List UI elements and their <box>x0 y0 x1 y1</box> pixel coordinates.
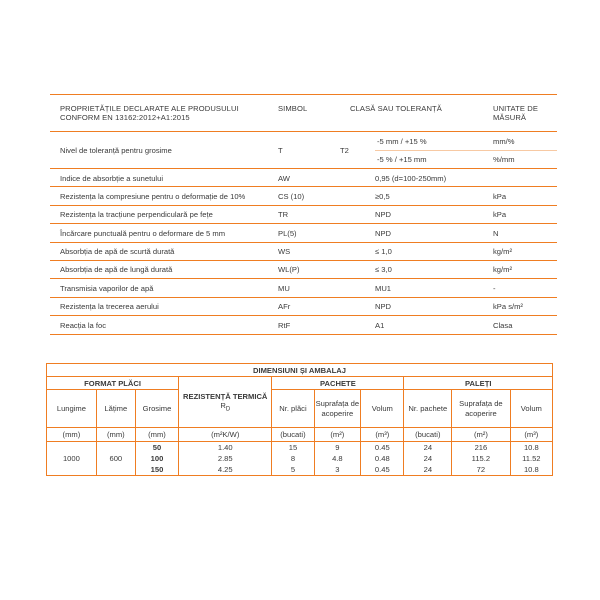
unit-thickness: (mm) <box>135 428 178 442</box>
property-unit: - <box>493 283 496 293</box>
pack-area-value: 4.8 <box>314 453 361 464</box>
property-value: ≤ 3,0 <box>375 265 392 275</box>
nr-packs-value: 24 <box>404 442 452 454</box>
property-value: NPD <box>375 210 392 220</box>
rd-value: 1.40 <box>179 442 272 454</box>
dimension-row <box>47 442 553 454</box>
property-unit: kg/m² <box>493 247 512 257</box>
unit-pallet-volume: (m³) <box>510 428 552 442</box>
subheader-length: Lungime <box>47 390 97 428</box>
property-value: NPD <box>375 228 392 238</box>
pallet-volume-value: 10.8 <box>510 464 552 476</box>
dimensions-packaging-table <box>46 363 553 476</box>
subheader-width: Lățime <box>96 390 135 428</box>
thickness-tolerance-2 <box>375 150 557 168</box>
unit-nr-packs: (bucati) <box>404 428 452 442</box>
pallet-area-value: 216 <box>452 442 511 454</box>
property-row <box>50 279 557 297</box>
nr-plates-value: 8 <box>272 453 314 464</box>
thickness-value: 50 <box>135 442 178 454</box>
property-symbol: WL(P) <box>278 265 300 275</box>
property-unit: N <box>493 228 499 238</box>
pack-area-value: 9 <box>314 442 361 454</box>
unit-pack-volume: (m³) <box>361 428 404 442</box>
property-row <box>50 187 557 205</box>
thickness-tolerance-1 <box>375 132 557 151</box>
header-unit: UNITATE DE MĂSURĂ <box>493 104 539 122</box>
property-row <box>50 298 557 316</box>
nr-packs-value: 24 <box>404 464 452 476</box>
subheader-nr-plates: Nr. plăci <box>272 390 314 428</box>
property-value: 0,95 (d=100-250mm) <box>375 173 447 183</box>
thermal-resistance-title: REZISTENȚĂ TERMICĂ <box>183 391 268 401</box>
property-unit: kPa <box>493 210 507 220</box>
property-value: NPD <box>375 302 392 312</box>
subheader-thickness: Grosime <box>135 390 178 428</box>
property-value: ≤ 1,0 <box>375 247 392 257</box>
property-row <box>50 243 557 261</box>
tolerance-unit-2: %/mm <box>493 154 515 164</box>
nr-plates-value: 5 <box>272 464 314 476</box>
thickness-class-code: T2 <box>340 146 349 155</box>
property-row <box>50 316 557 334</box>
unit-pack-area: (m²) <box>314 428 361 442</box>
property-label: Transmisia vaporilor de apă <box>60 283 154 293</box>
property-value: A1 <box>375 320 385 330</box>
thickness-value: 100 <box>135 453 178 464</box>
subheader-pallet-volume: Volum <box>510 390 552 428</box>
format-group-header: FORMAT PLĂCI <box>47 377 179 390</box>
property-unit: kPa <box>493 191 507 201</box>
property-symbol: AW <box>278 173 290 183</box>
pallet-volume-value: 11.52 <box>510 453 552 464</box>
property-value: MU1 <box>375 283 392 293</box>
pack-volume-value: 0.45 <box>361 464 404 476</box>
property-unit: kg/m² <box>493 265 512 275</box>
thickness-tolerance-row <box>50 132 557 169</box>
pallet-area-value: 72 <box>452 464 511 476</box>
thermal-resistance-symbol: $R_D$ <box>220 400 231 413</box>
declared-properties-table <box>50 94 557 335</box>
tolerance-unit-1: mm/% <box>493 136 515 146</box>
property-symbol: TR <box>278 210 289 220</box>
packs-group-header: PACHETE <box>272 377 404 390</box>
property-label: Încărcare punctuală pentru o deformare de 5 mm <box>60 228 226 238</box>
rd-value: 2.85 <box>179 453 272 464</box>
property-row <box>50 261 557 279</box>
property-symbol: PL(5) <box>278 228 297 238</box>
pallet-area-value: 115.2 <box>452 453 511 464</box>
length-value: 1000 <box>47 442 97 476</box>
property-row <box>50 169 557 187</box>
subheader-pack-volume: Volum <box>361 390 404 428</box>
property-label: Rezistența la trecerea aerului <box>60 302 159 312</box>
nr-plates-value: 15 <box>272 442 314 454</box>
property-unit: Clasa <box>493 320 513 330</box>
unit-thermal: (m²K/W) <box>179 428 272 442</box>
unit-length: (mm) <box>47 428 97 442</box>
property-unit: kPa s/m² <box>493 302 523 312</box>
property-row <box>50 224 557 242</box>
header-class: CLASĂ SAU TOLERANȚĂ <box>350 104 442 113</box>
rd-value: 4.25 <box>179 464 272 476</box>
pallets-group-header: PALEȚI <box>404 377 553 390</box>
unit-pallet-area: (m²) <box>452 428 511 442</box>
pack-volume-value: 0.45 <box>361 442 404 454</box>
property-label: Absorbția de apă de lungă durată <box>60 265 173 275</box>
subheader-nr-packs: Nr. pachete <box>404 390 452 428</box>
property-symbol: AFr <box>278 302 291 312</box>
nr-packs-value: 24 <box>404 453 452 464</box>
thickness-label: Nivel de toleranță pentru grosime <box>60 146 172 155</box>
property-symbol: CS (10) <box>278 191 305 201</box>
pack-area-value: 3 <box>314 464 361 476</box>
units-row <box>47 428 553 442</box>
tolerance-value-2: -5 % / +15 mm <box>377 154 427 164</box>
header-property: PROPRIETĂȚILE DECLARATE ALE PRODUSULUI CONFORM EN 13162:2012+A1:2015 <box>60 104 239 122</box>
dimensions-title: DIMENSIUNI ȘI AMBALAJ <box>47 364 553 377</box>
property-label: Rezistența la compresiune pentru o deformație de 10% <box>60 191 246 201</box>
pack-volume-value: 0.48 <box>361 453 404 464</box>
subheader-pallet-area: Suprafața de acoperire <box>452 390 511 428</box>
pallet-volume-value: 10.8 <box>510 442 552 454</box>
thickness-symbol: T <box>278 146 283 155</box>
thickness-value: 150 <box>135 464 178 476</box>
width-value: 600 <box>96 442 135 476</box>
unit-width: (mm) <box>96 428 135 442</box>
thermal-resistance-header <box>179 377 272 428</box>
subheader-pack-area: Suprafața de acoperire <box>314 390 361 428</box>
property-label: Reacția la foc <box>60 320 107 330</box>
property-symbol: RtF <box>278 320 291 330</box>
unit-nr-plates: (bucati) <box>272 428 314 442</box>
property-label: Indice de absorbție a sunetului <box>60 173 164 183</box>
properties-header-row <box>50 95 557 132</box>
header-symbol: SIMBOL <box>278 104 308 113</box>
property-label: Absorbția de apă de scurtă durată <box>60 247 175 257</box>
property-value: ≥0,5 <box>375 191 390 201</box>
property-symbol: MU <box>278 283 290 293</box>
property-label: Rezistența la tracțiune perpendiculară pe fețe <box>60 210 213 220</box>
tolerance-value-1: -5 mm / +15 % <box>377 136 427 146</box>
property-symbol: WS <box>278 247 291 257</box>
property-row <box>50 206 557 224</box>
